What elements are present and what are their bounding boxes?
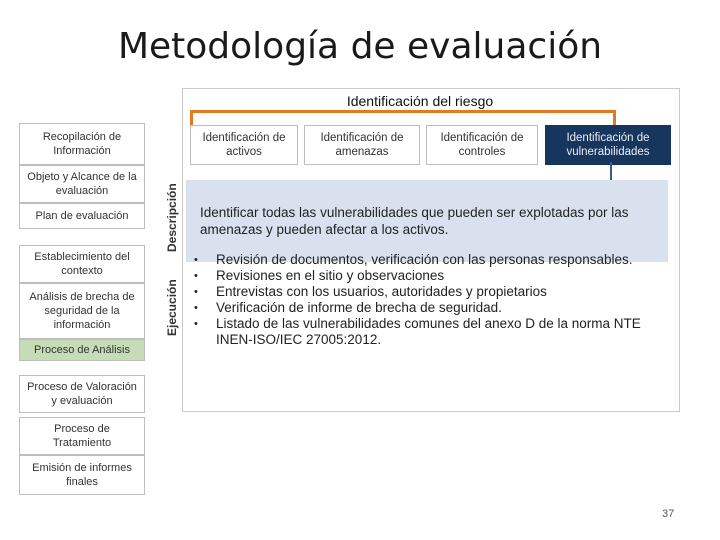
step-proceso-analisis: Proceso de Análisis: [19, 339, 145, 361]
step-establecimiento-contexto: Establecimiento del contexto: [19, 245, 145, 283]
execution-item: • Revisiones en el sitio y observaciones: [194, 268, 445, 283]
step-plan-evaluacion: Plan de evaluación: [19, 203, 145, 229]
box-identificacion-activos: Identificación de activos: [190, 125, 298, 165]
page-number: 37: [662, 508, 675, 520]
execution-item: • Verificación de informe de brecha de seguridad.: [194, 300, 502, 315]
box-identificacion-amenazas: Identificación de amenazas: [304, 125, 420, 165]
identificacion-bracket: [190, 110, 616, 125]
bracket-title: Identificación del riesgo: [346, 93, 494, 109]
bullet-icon: •: [194, 254, 198, 266]
bullet-icon: •: [194, 302, 198, 314]
step-analisis-brecha: Análisis de brecha de seguridad de la información: [19, 283, 145, 339]
execution-item: • Listado de las vulnerabilidades comunes del anexo D de la norma NTE INEN-ISO/IEC 27005:2012.: [194, 316, 641, 347]
step-tratamiento: Proceso de Tratamiento: [19, 417, 145, 455]
step-emision-informes: Emisión de informes finales: [19, 455, 145, 495]
descripcion-label: Descripción: [165, 183, 179, 252]
execution-item: • Entrevistas con los usuarios, autoridades y propietarios: [194, 284, 547, 299]
bullet-icon: •: [194, 270, 198, 282]
ejecucion-label: Ejecución: [165, 279, 179, 336]
bullet-icon: •: [194, 318, 198, 330]
bullet-icon: •: [194, 286, 198, 298]
execution-list: [194, 252, 664, 348]
step-objeto-alcance: Objeto y Alcance de la evaluación: [19, 165, 145, 203]
step-valoracion-evaluacion: Proceso de Valoración y evaluación: [19, 375, 145, 413]
connector-line: [610, 162, 612, 180]
step-recopilacion: Recopilación de Información: [19, 123, 145, 165]
description-text: Identificar todas las vulnerabilidades que pueden ser explotadas por las amenazas y pueden afectar a los activos.: [200, 205, 629, 237]
slide-title: Metodología de evaluación: [117, 26, 603, 67]
execution-item: • Revisión de documentos, verificación con las personas responsables.: [194, 252, 633, 267]
box-identificacion-controles: Identificación de controles: [426, 125, 538, 165]
box-identificacion-vulnerabilidades: Identificación de vulnerabilidades: [545, 125, 671, 165]
